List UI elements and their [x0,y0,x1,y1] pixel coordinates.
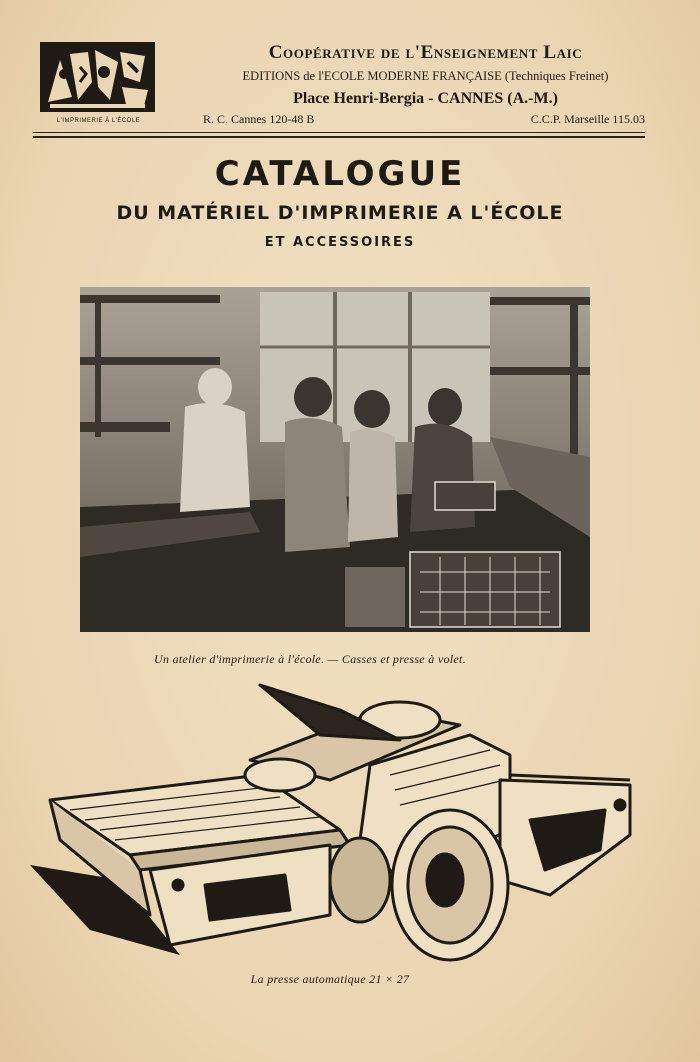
rc-number: R. C. Cannes 120-48 B [203,112,315,126]
logo-woodcut-image [40,42,155,112]
logo-caption: L'IMPRIMERIE À L'ÉCOLE [56,118,141,124]
catalogue-title: CATALOGUE [214,154,466,194]
ccp-number: C.C.P. Marseille 115.03 [530,112,645,126]
editions-line: EDITIONS de l'ECOLE MODERNE FRANÇAISE (Techniques Freinet) [242,69,609,83]
organization-name: Coopérative de l'Enseignement Laic [268,42,583,63]
automatic-press-illustration [30,680,640,970]
header-rule-thick [33,136,645,138]
workshop-photo [80,287,590,632]
address-line: Place Henri-Bergia - CANNES (A.-M.) [293,90,558,107]
header-rule-thin [33,132,645,133]
catalogue-subtitle-accessories: ET ACCESSOIRES [264,235,416,250]
press-caption: La presse automatique 21 × 27 [250,972,410,986]
catalogue-subtitle: DU MATÉRIEL D'IMPRIMERIE A L'ÉCOLE [116,202,564,224]
photo-caption: Un atelier d'imprimerie à l'école. — Casses et presse à volet. [154,652,466,666]
